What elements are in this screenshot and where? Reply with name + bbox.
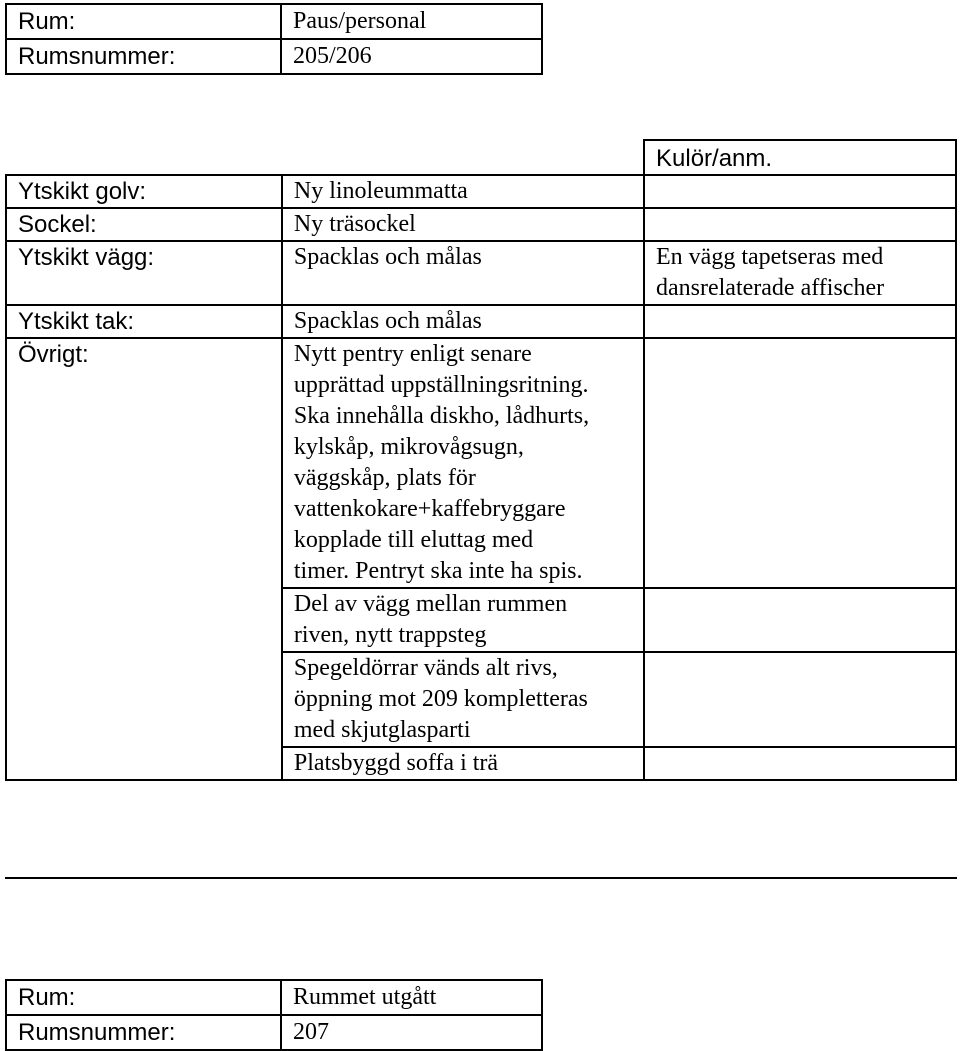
spec-label: Ytskikt vägg: [6, 241, 282, 305]
spec-label [6, 652, 282, 747]
spec-note [644, 747, 956, 780]
room-number-value: 205/206 [281, 39, 542, 74]
room-label: Rum: [6, 4, 281, 39]
spec-note [644, 241, 956, 305]
spec-value-line: Ska innehålla diskho, lådhurts, [293, 403, 590, 429]
spec-value [282, 588, 644, 652]
spec-value-line: Spacklas och målas [293, 244, 482, 270]
spec-value-line: kylskåp, mikrovågsugn, [293, 434, 524, 460]
color-note-header: Kulör/anm. [644, 140, 956, 175]
spec-label: Övrigt: [6, 338, 282, 588]
room-row [6, 4, 542, 39]
spec-value [282, 747, 644, 780]
spec-note [644, 338, 956, 588]
spec-label [6, 747, 282, 780]
spec-value-line: med skjutglasparti [293, 717, 471, 743]
spec-row [6, 338, 956, 588]
spec-value-line: Del av vägg mellan rummen [293, 591, 568, 617]
spec-value [282, 175, 644, 208]
spec-row [6, 652, 956, 747]
spec-row [6, 175, 956, 208]
spec-value-line: Spacklas och målas [293, 308, 482, 334]
surface-spec-table [5, 139, 957, 781]
spec-value [282, 338, 644, 588]
spec-value-line: timer. Pentryt ska inte ha spis. [293, 558, 583, 584]
spec-label [6, 588, 282, 652]
spec-value-line: Spegeldörrar vänds alt rivs, [293, 655, 558, 681]
room-header-table [5, 3, 543, 75]
room-number-label: Rumsnummer: [6, 1015, 281, 1050]
spec-value-line: Nytt pentry enligt senare [293, 341, 532, 367]
spec-value-line: öppning mot 209 kompletteras [293, 686, 588, 712]
spec-note [644, 208, 956, 241]
spec-value-line: Ny träsockel [293, 211, 416, 237]
room-number-value: 207 [281, 1015, 542, 1050]
room-number-row [6, 1015, 542, 1050]
spec-value [282, 305, 644, 338]
spec-value-line: Ny linoleummatta [293, 178, 468, 204]
spec-note-line: En vägg tapetseras med [656, 244, 884, 270]
spec-label: Ytskikt golv: [6, 175, 282, 208]
section-divider [5, 877, 957, 879]
spec-note [644, 305, 956, 338]
spec-value [282, 208, 644, 241]
spec-row [6, 305, 956, 338]
spec-label: Sockel: [6, 208, 282, 241]
spec-row [6, 588, 956, 652]
room-number-row [6, 39, 542, 74]
spec-row [6, 747, 956, 780]
spec-note [644, 175, 956, 208]
spec-note [644, 588, 956, 652]
spec-value-line: vattenkokare+kaffebryggare [293, 496, 566, 522]
spec-value [282, 241, 644, 305]
room-row [6, 980, 542, 1015]
spec-note-line: dansrelaterade affischer [656, 275, 885, 301]
spec-value-line: Platsbyggd soffa i trä [293, 750, 499, 776]
spec-label: Ytskikt tak: [6, 305, 282, 338]
spec-value [282, 652, 644, 747]
room-number-label: Rumsnummer: [6, 39, 281, 74]
spec-value-line: väggskåp, plats för [293, 465, 476, 491]
room-value: Rummet utgått [281, 980, 542, 1015]
room-header-table-2 [5, 979, 543, 1051]
spec-row [6, 241, 956, 305]
spec-value-line: kopplade till eluttag med [293, 527, 534, 553]
spec-body [6, 175, 956, 780]
room-value: Paus/personal [281, 4, 542, 39]
spec-value-line: upprättad uppställningsritning. [293, 372, 589, 398]
spec-row [6, 208, 956, 241]
spec-note [644, 652, 956, 747]
room-label: Rum: [6, 980, 281, 1015]
spec-value-line: riven, nytt trappsteg [293, 622, 487, 648]
spec-header-row [6, 140, 956, 175]
